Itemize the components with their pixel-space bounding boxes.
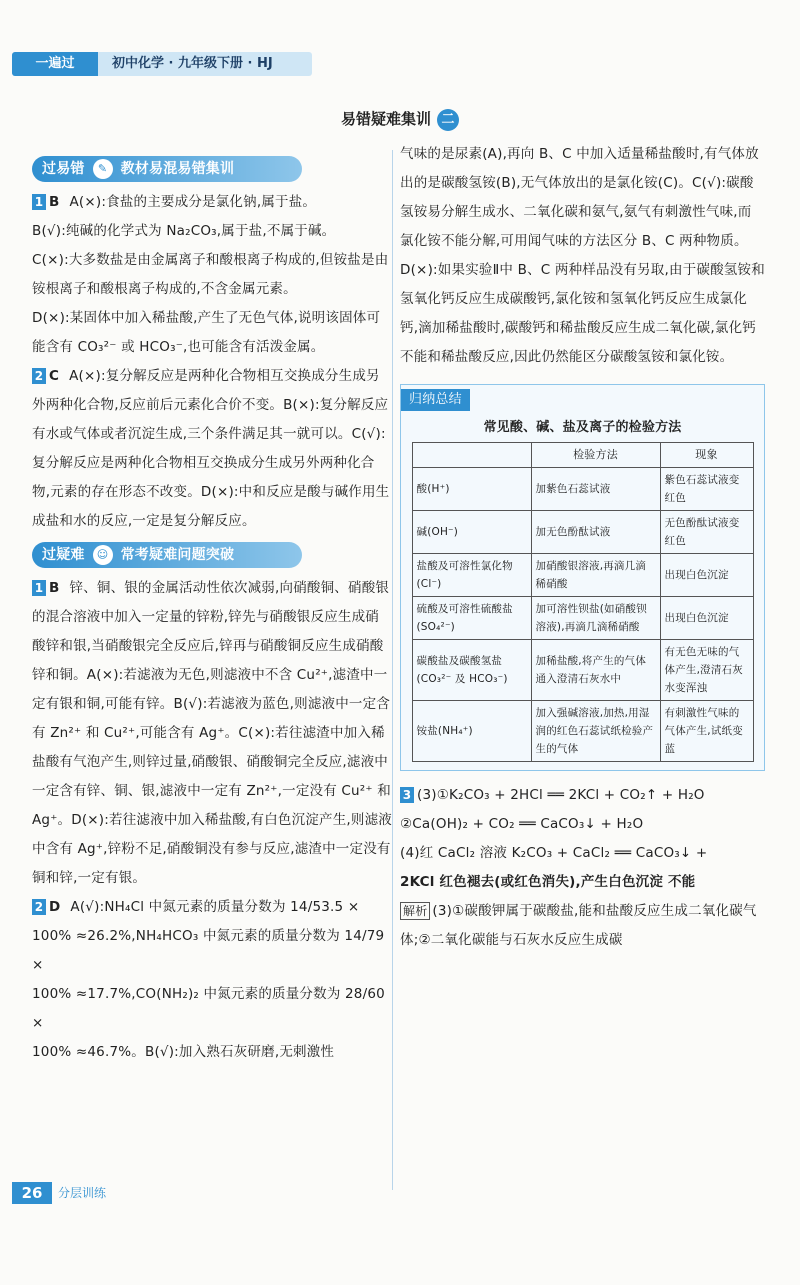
question-number: 3 [400,787,414,803]
answer-line: B(√):纯碱的化学式为 Na₂CO₃,属于盐,不属于碱。 [32,223,336,239]
table-cell: 碳酸盐及碳酸氢盐(CO₃²⁻ 及 HCO₃⁻) [412,640,531,701]
page-title [0,108,800,131]
left-column [32,150,392,1067]
table-row [412,597,753,640]
section-number-badge: 二 [437,109,459,131]
table-row [412,511,753,554]
table-row [412,554,753,597]
table-cell: 酸(H⁺) [412,468,531,511]
table-cell: 加硝酸银溶液,再滴几滴稀硝酸 [531,554,660,597]
answer-letter: D [49,899,61,915]
leaf-icon: ✎ [93,159,113,179]
banner-tag: 过易错 [42,161,85,177]
answer-line: (4)红 CaCl₂ 溶液 K₂CO₃ + CaCl₂ ══ CaCO₃↓ + [400,845,708,861]
question-block [32,893,392,1067]
answer-line: 100% ≈46.7%。B(√):加入熟石灰研磨,无刺激性 [32,1044,335,1060]
footer-label: 分层训练 [58,1186,107,1200]
book-subtitle: 初中化学 · 九年级下册 · HJ [112,56,273,71]
face-icon: ☺ [93,545,113,565]
header-bar [12,52,312,76]
answer-line: (3)①K₂CO₃ + 2HCl ══ 2KCl + CO₂↑ + H₂O [417,787,705,803]
table-cell: 有无色无味的气体产生,澄清石灰水变浑浊 [660,640,753,701]
answer-line: C(×):大多数盐是由金属离子和酸根离子构成的,但铵盐是由铵根离子和酸根离子构成的,不含金属元素。 [32,252,389,297]
page-title-text: 易错疑难集训 [340,110,431,128]
table-header [412,443,531,468]
table-title: 常见酸、碱、盐及离子的检验方法 [483,420,682,435]
table-cell: 加可溶性钡盐(如硝酸钡溶液),再滴几滴稀硝酸 [531,597,660,640]
question-number: 2 [32,368,46,384]
answer-letter: B [49,194,60,210]
table-cell: 出现白色沉淀 [660,597,753,640]
table-cell: 加稀盐酸,将产生的气体通入澄清石灰水中 [531,640,660,701]
question-block [32,574,392,893]
column-divider [392,150,393,1190]
section-banner-errors [32,156,302,182]
table-row [412,701,753,762]
analysis-text: (3)①碳酸钾属于碳酸盐,能和盐酸反应生成二氧化碳气体;②二氧化碳能与石灰水反应生成碳 [400,903,757,948]
question-number: 1 [32,194,46,210]
question-block [400,781,765,955]
table-cell: 硫酸及可溶性硫酸盐(SO₄²⁻) [412,597,531,640]
answer-line: A(×):食盐的主要成分是氯化钠,属于盐。 [69,194,317,210]
table-cell: 出现白色沉淀 [660,554,753,597]
table-cell: 铵盐(NH₄⁺) [412,701,531,762]
answer-line: 2KCl 红色褪去(或红色消失),产生白色沉淀 不能 [400,874,696,890]
answer-line: 100% ≈26.2%,NH₄HCO₃ 中氮元素的质量分数为 14/79 × [32,928,385,973]
table-cell: 无色酚酞试液变红色 [660,511,753,554]
answer-letter: B [49,580,60,596]
banner-text: 常考疑难问题突破 [120,547,235,563]
footer [12,1182,142,1204]
ion-test-table [412,442,754,762]
analysis-tag: 解析 [400,902,430,920]
answer-text: 锌、铜、银的金属活动性依次减弱,向硝酸铜、硝酸银的混合溶液中加入一定量的锌粉,锌先与硝酸银反应生成硝酸锌和银,当硝酸银完全反应后,锌再与硝酸铜反应生成硝酸锌和铜。A(×):若滤液为无色,则滤液中不含 Cu²⁺,滤渣中一定有银和铜,可能有锌。B(√):若滤液为蓝色,则滤液中一定含有 Zn²⁺ 和 Cu²⁺,可能含有 Ag⁺。C(×):若往滤渣中加入稀盐酸有气泡产生,则锌过量,硝酸银、硝酸铜完全反应,滤液中一定含有锌、铜、银,滤液中一定有 Zn²⁺,一定没有 Cu²⁺ 和 Ag⁺。D(×):若往滤液中加入稀盐酸,有白色沉淀产生,则滤液中含有 Ag⁺,锌粉不足,硝酸铜没有参与反应,滤渣中一定没有铜和锌,一定有银。 [32,580,393,886]
table-cell: 碱(OH⁻) [412,511,531,554]
section-banner-difficult [32,542,302,568]
right-column [400,140,765,955]
table-cell: 加紫色石蕊试液 [531,468,660,511]
answer-text: A(×):复分解反应是两种化合物相互交换成分生成另外两种化合物,反应前后元素化合价不变。B(×):复分解反应有水或气体或者沉淀生成,三个条件满足其一就可以。C(√):复分解反应是两种化合物相互交换成分生成另外两种化合物,元素的存在形态不改变。D(×):中和反应是酸与碱作用生成盐和水的反应,一定是复分解反应。 [32,368,390,529]
answer-line: ②Ca(OH)₂ + CO₂ ══ CaCO₃↓ + H₂O [400,816,644,832]
question-block [32,362,392,536]
question-number: 1 [32,580,46,596]
answer-letter: C [49,368,60,384]
banner-text: 教材易混易错集训 [120,161,235,177]
page-number: 26 [12,1182,52,1204]
brand-logo: 一遍过 [12,52,98,76]
table-cell: 有刺激性气味的气体产生,试纸变蓝 [660,701,753,762]
question-block [32,188,392,362]
summary-tag: 归纳总结 [401,389,470,411]
answer-line: A(√):NH₄Cl 中氮元素的质量分数为 14/53.5 × [70,899,360,915]
table-cell: 盐酸及可溶性氯化物(Cl⁻) [412,554,531,597]
table-cell: 加入强碱溶液,加热,用湿润的红色石蕊试纸检验产生的气体 [531,701,660,762]
continued-text: 气味的是尿素(A),再向 B、C 中加入适量稀盐酸时,有气体放出的是碳酸氢铵(B),无气体放出的是氯化铵(C)。C(√):碳酸氢铵易分解生成水、二氧化碳和氨气,氨气有刺激性气味,而氯化铵不能分解,可用闻气味的方法区分 B、C 两种物质。D(×):如果实验Ⅱ中 B、C 两种样品没有另取,由于碳酸氢铵和氢氧化钙反应生成碳酸钙,氯化铵和氢氧化钙反应生成氯化钙,滴加稀盐酸时,碳酸钙和稀盐酸反应生成二氧化碳,氯化钙不能和稀盐酸反应,因此仍然能区分碳酸氢铵和氯化铵。 [400,146,765,365]
answer-line: D(×):某固体中加入稀盐酸,产生了无色气体,说明该固体可能含有 CO₃²⁻ 或 HCO₃⁻,也可能含有活泼金属。 [32,310,381,355]
table-header: 检验方法 [531,443,660,468]
question-number: 2 [32,899,46,915]
banner-tag: 过疑难 [42,547,85,563]
table-header: 现象 [660,443,753,468]
answer-line: 100% ≈17.7%,CO(NH₂)₂ 中氮元素的质量分数为 28/60 × [32,986,385,1031]
table-cell: 紫色石蕊试液变红色 [660,468,753,511]
table-row [412,640,753,701]
table-header-row [412,443,753,468]
summary-box [400,384,765,771]
table-row [412,468,753,511]
table-cell: 加无色酚酞试液 [531,511,660,554]
